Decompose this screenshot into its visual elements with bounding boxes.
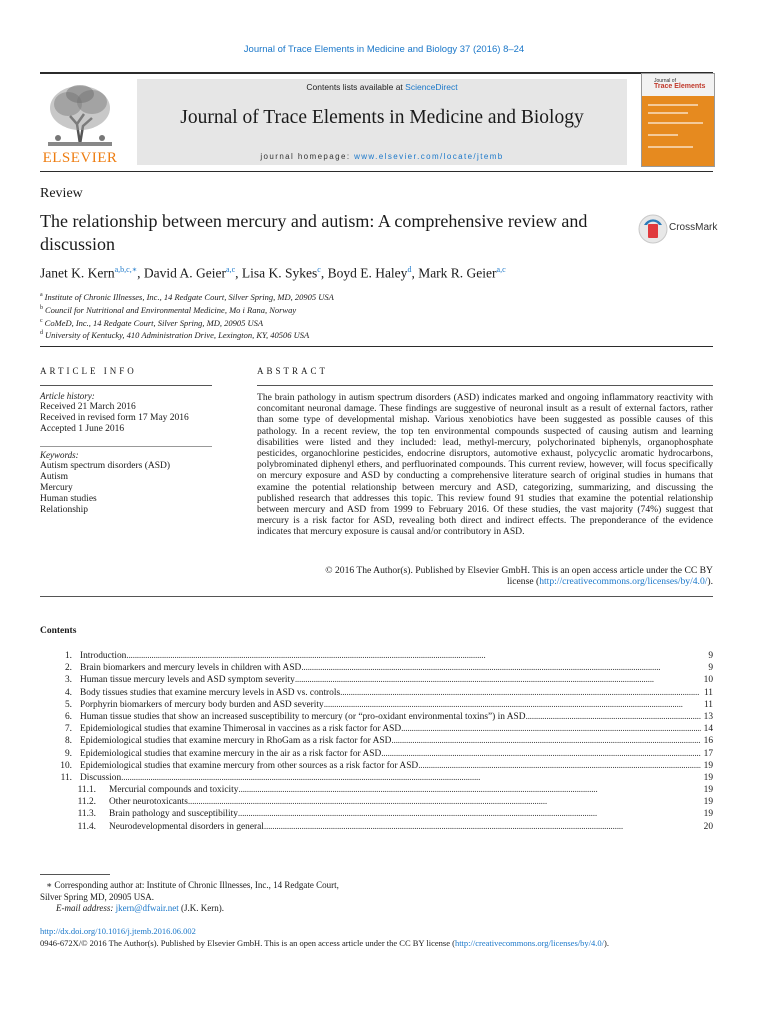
toc-leader-dots	[391, 735, 701, 747]
article-info-heading: ARTICLE INFO	[40, 366, 137, 376]
toc-leader-dots	[238, 808, 701, 820]
toc-label: Epidemiological studies that examine mercury in the air as a risk factor for ASD	[80, 748, 382, 759]
affiliation-item: $^a$ Institute of Chronic Illnesses, Inc., 14 Redgate Court, Silver Spring, MD, 20905 USA	[40, 291, 334, 302]
toc-number: 6.	[64, 711, 72, 722]
article-type: Review	[40, 186, 83, 201]
author-affiliation-marks[interactable]: c	[317, 265, 321, 274]
footnote-text: Silver Spring MD, 20905 USA.	[40, 891, 155, 902]
email-link[interactable]: jkern@dfwair.net	[115, 903, 179, 913]
toc-number: 1.	[64, 651, 72, 661]
toc-page-number: 19	[703, 772, 713, 783]
toc-number: 3.	[64, 675, 72, 686]
affiliation-item: $^b$ Council for Nutritional and Environmental Medicine, Mo i Rana, Norway	[40, 304, 297, 315]
toc-page-number: 19	[703, 760, 713, 771]
toc-entry[interactable]	[40, 796, 713, 808]
email-label: E-mail address:	[56, 903, 114, 913]
copyright-text: © 2016 The Author(s). Published by Elsevier GmbH. This is an open access article under the CC BY	[325, 565, 713, 576]
license-line: 0946-672X/© 2016 The Author(s). Published by Elsevier GmbH. This is an open access article under the CC BY license (http://creativecommons.org/licenses/by/4.0/).	[40, 938, 609, 948]
toc-leader-dots	[264, 821, 701, 833]
abstract-copyright	[257, 565, 713, 587]
toc-number: 11.1.	[77, 785, 96, 796]
toc-leader-dots	[126, 650, 701, 662]
author-affiliation-marks[interactable]: a,b,c,∗	[114, 265, 138, 274]
journal-cover-thumbnail[interactable]	[641, 73, 715, 167]
author-list: Janet K. Kern$^{a,b,c,∗}$, David A. Geier$^{a,c}$, Lisa K. Sykes$^c$, Boyd E. Haley$^d$, Mark R. Geier$^{a,c}$	[40, 265, 506, 281]
toc-label: Porphyrin biomarkers of mercury body burden and ASD severity	[80, 699, 324, 710]
toc-label: Body tissues studies that examine mercury levels in ASD vs. controls	[80, 687, 341, 698]
history-item: Received 21 March 2016	[40, 402, 136, 412]
toc-leader-dots	[340, 687, 701, 699]
author-affiliation-marks[interactable]: a,c	[226, 265, 236, 274]
toc-entry[interactable]	[40, 772, 713, 784]
toc-number: 10.	[60, 760, 72, 771]
table-of-contents	[40, 650, 713, 833]
toc-label: Mercurial compounds and toxicity	[109, 785, 239, 796]
toc-leader-dots	[301, 662, 701, 674]
toc-label: Discussion	[80, 772, 122, 783]
toc-entry[interactable]	[40, 821, 713, 833]
keyword: Autism	[40, 472, 68, 482]
toc-page-number: 10	[703, 675, 713, 686]
toc-label: Other neurotoxicants	[109, 797, 188, 808]
toc-page-number: 9	[708, 651, 713, 661]
author-name[interactable]: Janet K. Kern	[40, 265, 115, 281]
toc-entry[interactable]	[40, 748, 713, 760]
toc-entry[interactable]	[40, 784, 713, 796]
abstract-body: The brain pathology in autism spectrum disorders (ASD) indicates marked and ongoing inflammatory reactivity with concomitant neuronal damage. These findings are suggestive of neuronal insult as a result of external factors, rather than some type of developmental mishap. Various xenobiotics have been suggested as possible causes of this pathology. In a recent review, the top ten environmental compounds suspected of causing autism and learning disabilities were listed and they included: lead, methyl-mercury, polychorinated biphenyls, organophosphate pesticides, organochlorine pesticides, endocrine disruptors, automotive exhaust, polycyclic aromatic hydrocarbons, polybrominated diphenyl ethers, and perfluorinated compounds. This current review, however, will focus specifically on mercury exposure and ASD by conducting a comprehensive literature search of original studies in humans that examine the potential relationship between mercury and ASD, categorizing, summarizing, and discussing the published research that addresses this topic. This review found 91 studies that examine the potential relationship between mercury and ASD from 1999 to February 2016. Of these studies, the vast majority (74%) suggest that mercury is a risk factor for ASD, revealing both direct and indirect effects. The preponderance of the evidence indicates that mercury exposure is causal and/or contributory in ASD.	[257, 392, 713, 538]
header-bottom-rule	[40, 171, 713, 172]
toc-leader-dots	[121, 772, 701, 784]
toc-number: 8.	[64, 736, 72, 747]
keyword: Relationship	[40, 505, 89, 515]
elsevier-wordmark: ELSEVIER	[42, 150, 118, 166]
cover-small-text: Journal of	[654, 78, 676, 84]
toc-number: 5.	[64, 699, 72, 710]
license-text: license (http://creativecommons.org/licenses/by/4.0/).	[506, 576, 713, 588]
toc-page-number: 20	[703, 821, 713, 832]
toc-page-number: 11	[703, 687, 713, 698]
toc-number: 4.	[64, 687, 72, 698]
article-title: The relationship between mercury and autism: A comprehensive review and discussion	[40, 211, 588, 254]
article-history-label: Article history:	[40, 391, 95, 401]
toc-entry[interactable]	[40, 662, 713, 674]
toc-leader-dots	[324, 699, 701, 711]
toc-leader-dots	[418, 760, 701, 772]
footnote-rule	[40, 874, 110, 875]
history-item: Received in revised form 17 May 2016	[40, 413, 189, 423]
footnote-marker: ∗	[46, 880, 53, 890]
keywords-rule	[40, 446, 212, 447]
journal-homepage	[137, 152, 627, 161]
toc-label: Epidemiological studies that examine mercury in RhoGam as a risk factor for ASD	[80, 736, 392, 747]
toc-label: Introduction	[80, 651, 127, 661]
toc-leader-dots	[401, 723, 701, 735]
author-affiliation-marks[interactable]: d	[407, 265, 412, 274]
toc-label: Human tissue studies that show an increased susceptibility to mercury (or “pro-oxidant environmental toxins”) in ASD	[80, 711, 526, 722]
toc-page-number: 13	[703, 711, 713, 722]
author-affiliation-marks[interactable]: a,c	[496, 265, 506, 274]
toc-label: Brain biomarkers and mercury levels in children with ASD	[80, 663, 302, 674]
toc-number: 11.3.	[77, 809, 96, 820]
affiliation-item: $^c$ CoMeD, Inc., 14 Redgate Court, Silver Spring, MD, 20905 USA	[40, 317, 264, 328]
toc-page-number: 11	[703, 699, 713, 710]
toc-page-number: 19	[703, 809, 713, 820]
author-name[interactable]: Boyd E. Haley	[327, 265, 408, 281]
toc-page-number: 19	[703, 785, 713, 796]
toc-label: Epidemiological studies that examine mercury from other sources as a risk factor for ASD	[80, 760, 419, 771]
cover-title: Trace Elements	[654, 83, 706, 90]
contents-available-text	[137, 82, 627, 92]
toc-page-number: 17	[703, 748, 713, 759]
toc-label: Human tissue mercury levels and ASD symptom severity	[80, 675, 295, 686]
keyword: Human studies	[40, 494, 97, 504]
affiliations	[40, 290, 334, 341]
toc-entry[interactable]	[40, 650, 713, 662]
toc-leader-dots	[525, 711, 701, 723]
section-divider	[40, 596, 713, 597]
contents-available-prefix: Contents lists available at	[306, 82, 406, 92]
toc-entry[interactable]	[40, 735, 713, 747]
crossmark-label[interactable]: CrossMark	[669, 222, 718, 233]
footnote-text: Corresponding author at: Institute of Chronic Illnesses, Inc., 14 Redgate Court,	[54, 880, 339, 890]
keyword: Autism spectrum disorders (ASD)	[40, 461, 171, 471]
doi-link[interactable]: http://dx.doi.org/10.1016/j.jtemb.2016.06.002	[40, 926, 196, 936]
corresponding-author-footnote: ∗ Corresponding author at: Institute of Chronic Illnesses, Inc., 14 Redgate Court, Silver Spring MD, 20905 USA. E-mail address: jkern@dfwair.net (J.K. Kern).	[40, 880, 440, 915]
toc-entry[interactable]	[40, 699, 713, 711]
journal-citation[interactable]: Journal of Trace Elements in Medicine and Biology 37 (2016) 8–24	[243, 44, 525, 55]
toc-entry[interactable]	[40, 687, 713, 699]
toc-page-number: 14	[703, 724, 713, 735]
sciencedirect-link[interactable]: ScienceDirect	[405, 82, 458, 92]
toc-leader-dots	[381, 748, 701, 760]
toc-entry[interactable]	[40, 760, 713, 772]
toc-entry[interactable]	[40, 723, 713, 735]
toc-number: 7.	[64, 724, 72, 735]
keywords-label: Keywords:	[40, 450, 79, 460]
author-name[interactable]: Lisa K. Sykes	[241, 265, 318, 281]
toc-leader-dots	[188, 796, 701, 808]
toc-number: 11.4.	[77, 821, 96, 832]
author-name[interactable]: Mark R. Geier	[418, 265, 497, 281]
abstract-rule	[257, 385, 713, 386]
article-info-rule	[40, 385, 212, 386]
homepage-label: journal homepage:	[260, 152, 355, 161]
toc-number: 2.	[64, 663, 72, 674]
toc-label: Brain pathology and susceptibility	[109, 809, 238, 820]
contents-title: Contents	[40, 626, 77, 636]
toc-number: 9.	[64, 748, 72, 759]
affiliation-item: $^d$ University of Kentucky, 410 Administration Drive, Lexington, KY, 40506 USA	[40, 330, 310, 341]
toc-number: 11.2.	[77, 797, 96, 808]
toc-entry[interactable]	[40, 711, 713, 723]
keyword: Mercury	[40, 483, 73, 493]
section-divider	[40, 346, 713, 347]
author-name[interactable]: David A. Geier	[143, 265, 227, 281]
toc-entry[interactable]	[40, 674, 713, 686]
toc-leader-dots	[295, 674, 701, 686]
toc-page-number: 9	[708, 663, 713, 674]
toc-leader-dots	[238, 784, 701, 796]
history-item: Accepted 1 June 2016	[40, 424, 125, 434]
article-history	[40, 402, 189, 435]
toc-page-number: 16	[703, 736, 713, 747]
toc-label: Epidemiological studies that examine Thimerosal in vaccines as a risk factor for ASD	[80, 724, 402, 735]
toc-label: Neurodevelopmental disorders in general	[109, 821, 264, 832]
license-link[interactable]: http://creativecommons.org/licenses/by/4.0/	[454, 938, 604, 948]
journal-name: Journal of Trace Elements in Medicine and Biology	[180, 107, 584, 128]
license-link[interactable]: http://creativecommons.org/licenses/by/4.0/	[539, 576, 708, 588]
toc-page-number: 19	[703, 797, 713, 808]
abstract-heading: ABSTRACT	[257, 366, 329, 376]
toc-entry[interactable]	[40, 808, 713, 820]
toc-number: 11.	[60, 772, 72, 783]
keywords-list	[40, 461, 170, 516]
homepage-link[interactable]: www.elsevier.com/locate/jtemb	[354, 152, 504, 161]
header-top-rule	[40, 72, 713, 74]
